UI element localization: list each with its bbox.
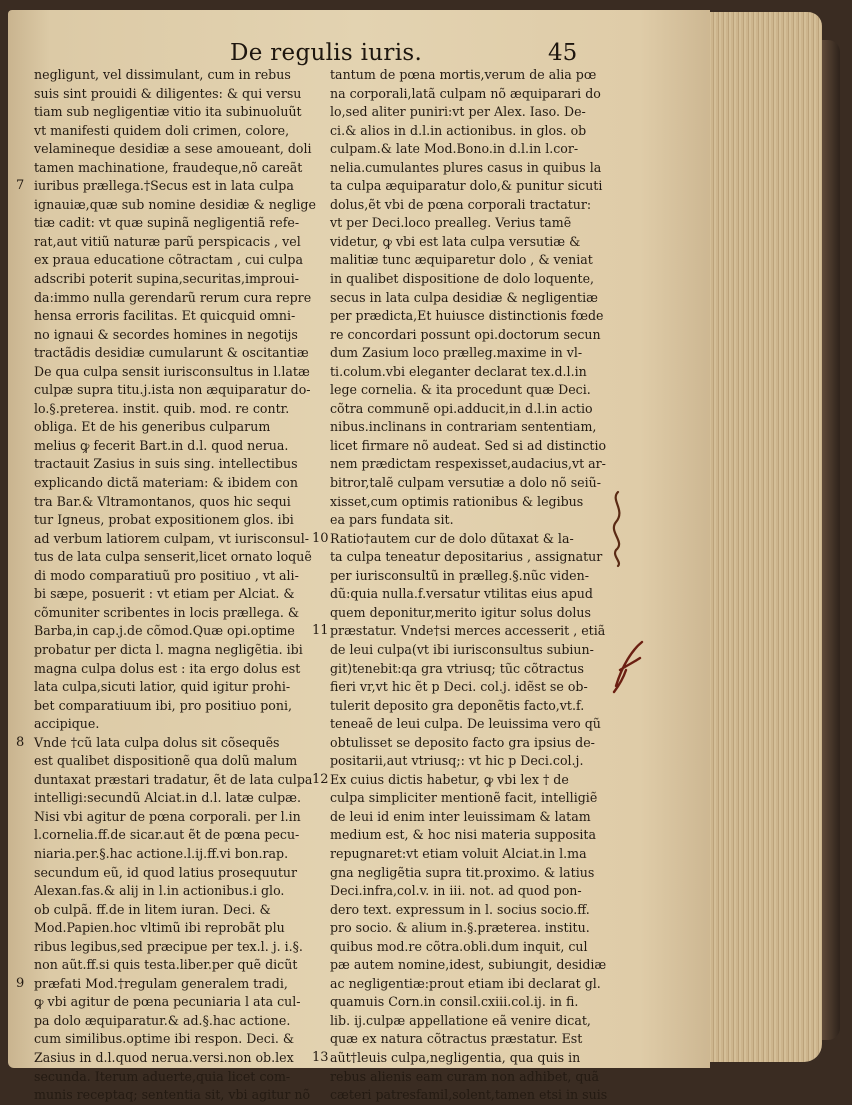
line-text: fieri vr,vt hic ẽt p Deci. col.j. idẽst se ob- [330, 679, 588, 695]
line-text: Ratio†autem cur de dolo dũtaxat & la- [330, 530, 574, 546]
line-text: est qualibet dispositionẽ qua dolũ malum [34, 753, 298, 769]
line-text: lo,sed aliter puniri:vt per Alex. Iaso. De- [330, 104, 586, 120]
line-text: git)tenebit:qa gra vtriusq; tũc cõtractus [330, 660, 584, 676]
text-line [34, 660, 334, 679]
page-block-edges [706, 12, 822, 1062]
text-line [34, 901, 334, 920]
text-line [34, 697, 334, 716]
text-line [34, 882, 334, 901]
line-text: ex praua educatione cõtractam , cui culpa [34, 252, 303, 268]
line-text: præstatur. Vnde†si merces accesserit , etiã [330, 623, 606, 639]
text-line [330, 177, 630, 196]
text-line [330, 845, 630, 864]
text-line [330, 901, 630, 920]
line-text: culpa simpliciter mentionẽ facit, intelligiẽ [330, 790, 598, 806]
line-text: obtulisset se deposito facto gra ipsius de- [330, 734, 595, 750]
text-line [34, 326, 334, 345]
text-line [34, 771, 334, 790]
line-text: positarii,aut vtriusq;: vt hic p Deci.col.j. [330, 753, 584, 769]
text-line [34, 938, 334, 957]
line-text: nibus.inclinans in contrariam sententiam, [330, 419, 597, 435]
text-line [34, 530, 334, 549]
text-line [330, 1068, 630, 1087]
line-text: iuribus prællega.†Secus est in lata culpa [34, 178, 294, 194]
line-text: lata culpa,sicuti latior, quid igitur prohi- [34, 679, 291, 695]
line-text: explicando dictã materiam: & ibidem con [34, 475, 298, 491]
line-text: cum similibus.optime ibi respon. Deci. & [34, 1031, 295, 1047]
text-line [330, 715, 630, 734]
text-line [330, 381, 630, 400]
line-text: tulerit deposito gra deponẽtis facto,vt.f. [330, 697, 585, 713]
text-line [34, 474, 334, 493]
text-line [330, 85, 630, 104]
text-line [34, 622, 334, 641]
text-line [34, 214, 334, 233]
text-line [330, 251, 630, 270]
text-line [34, 66, 334, 85]
line-text: lo.§.preterea. instit. quib. mod. re contr. [34, 400, 290, 416]
text-line [34, 251, 334, 270]
text-line [330, 1030, 630, 1049]
text-line [34, 1012, 334, 1031]
text-line [330, 752, 630, 771]
text-line [34, 418, 334, 437]
line-text: non aũt.ff.si quis testa.liber.per quẽ dicũt [34, 957, 298, 973]
line-text: cõmuniter scribentes in locis prællega. & [34, 604, 300, 620]
text-line [34, 437, 334, 456]
line-text: melius ꝙ fecerit Bart.in d.l. quod nerua. [34, 437, 289, 453]
text-line [312, 530, 630, 549]
handwritten-margin-mark [610, 636, 650, 696]
text-line [34, 455, 334, 474]
margin-number: 10 [312, 530, 329, 546]
line-text: Mod.Papien.hoc vltimũ ibi reprobãt plu [34, 920, 285, 936]
line-text: Zasius in d.l.quod nerua.versi.non ob.lex [34, 1049, 294, 1065]
text-line [34, 1068, 334, 1087]
margin-number: 12 [312, 771, 329, 787]
line-text: repugnaret:vt etiam voluit Alciat.in l.ma [330, 845, 587, 861]
text-line [34, 159, 334, 178]
text-line [34, 641, 334, 660]
line-text: aũt†leuis culpa,negligentia, qua quis in [330, 1049, 581, 1065]
line-text: intelligi:secundũ Alciat.in d.l. latæ culpæ. [34, 790, 301, 806]
line-text: Deci.infra,col.v. in iii. not. ad quod pon- [330, 883, 582, 899]
text-line [330, 159, 630, 178]
line-text: vt per Deci.loco prealleg. Verius tamẽ [330, 215, 572, 231]
line-text: pro socio. & alium in.§.præterea. institu. [330, 920, 590, 936]
line-text: dero text. expressum in l. socius socio.ff. [330, 901, 590, 917]
line-text: suis sint prouidi & diligentes: & qui versu [34, 85, 302, 101]
line-text: rat,aut vitiũ naturæ parũ perspicacis , vel [34, 233, 301, 249]
line-text: niaria.per.§.hac actione.l.ij.ff.vi bon.rap. [34, 845, 289, 861]
line-text: præfati Mod.†regulam generalem tradi, [34, 975, 288, 991]
line-text: malitiæ tunc æquiparetur dolo , & veniat [330, 252, 593, 268]
text-line [34, 363, 334, 382]
line-text: probatur per dicta l. magna negligẽtia. ibi [34, 641, 303, 657]
line-text: Barba,in cap.j.de cõmod.Quæ opi.optime [34, 623, 295, 639]
line-text: ac negligentiæ:prout etiam ibi declarat gl. [330, 975, 601, 991]
line-text: ea pars fundata sit. [330, 512, 454, 528]
margin-number: 9 [16, 975, 25, 991]
text-line [34, 233, 334, 252]
line-text: de leui id enim inter leuissimam & latam [330, 808, 591, 824]
line-text: lege cornelia. & ita procedunt quæ Deci. [330, 382, 591, 398]
line-text: dolus,ẽt vbi de pœna corporali tractatur: [330, 196, 592, 212]
line-text: cæteri patresfamil,solent,tamen etsi in suis [330, 1087, 608, 1103]
line-text: velamineque desidiæ a sese amoueant, doli [34, 141, 312, 157]
line-text: da:immo nulla gerendarũ rerum cura repre [34, 289, 312, 305]
text-line [34, 752, 334, 771]
text-line [34, 493, 334, 512]
text-line [34, 140, 334, 159]
line-text: accipique. [34, 716, 100, 732]
text-line [34, 122, 334, 141]
line-text: hensa erroris facilitas. Et quicquid omni- [34, 308, 296, 324]
text-line [16, 734, 334, 753]
text-line [330, 400, 630, 419]
text-line [34, 567, 334, 586]
right-text-column [312, 66, 630, 1105]
line-text: vt manifesti quidem doli crimen, colore, [34, 122, 290, 138]
text-line [330, 585, 630, 604]
text-line [330, 956, 630, 975]
text-line [34, 678, 334, 697]
line-text: ta culpa teneatur depositarius , assignatur [330, 549, 603, 565]
line-text: ob culpã. ff.de in litem iuran. Deci. & [34, 901, 271, 917]
text-line [330, 289, 630, 308]
text-line [330, 1012, 630, 1031]
text-line [34, 548, 334, 567]
text-line [34, 808, 334, 827]
text-line [34, 1049, 334, 1068]
text-line [34, 381, 334, 400]
line-text: tur Igneus, probat expositionem glos. ibi [34, 512, 294, 528]
text-line [34, 845, 334, 864]
text-line [16, 177, 334, 196]
text-line [330, 493, 630, 512]
line-text: bi sæpe, posuerit : vt etiam per Alciat. & [34, 586, 295, 602]
line-text: culpam.& late Mod.Bono.in d.l.in l.cor- [330, 141, 579, 157]
line-text: l.cornelia.ff.de sicar.aut ẽt de pœna pecu- [34, 827, 300, 843]
margin-number: 13 [312, 1049, 329, 1065]
text-line [330, 344, 630, 363]
line-text: culpæ supra titu.j.ista non æquiparatur do- [34, 382, 311, 398]
text-line [330, 1086, 630, 1105]
text-line [330, 66, 630, 85]
line-text: ci.& alios in d.l.in actionibus. in glos. ob [330, 122, 587, 138]
text-line [330, 864, 630, 883]
line-text: negligunt, vel dissimulant, cum in rebus [34, 67, 291, 82]
text-line [312, 771, 630, 790]
text-line [34, 511, 334, 530]
text-line [330, 919, 630, 938]
line-text: secus in lata culpa desidiæ & negligentiæ [330, 289, 598, 305]
text-line [312, 1049, 630, 1068]
line-text: secundum eũ, id quod latius prosequutur [34, 864, 298, 880]
text-line [330, 122, 630, 141]
text-line [330, 604, 630, 623]
text-line [330, 214, 630, 233]
text-line [330, 826, 630, 845]
line-text: per prædicta,Et huiusce distinctionis fœde [330, 308, 604, 324]
line-text: quæ ex natura cõtractus præstatur. Est [330, 1031, 583, 1047]
line-text: quibus mod.re cõtra.obli.dum inquit, cul [330, 938, 588, 954]
text-line [330, 418, 630, 437]
text-line [330, 270, 630, 289]
line-text: di modo comparatiuũ pro positiuo , vt ali- [34, 567, 299, 583]
text-line [330, 938, 630, 957]
text-line [330, 678, 630, 697]
text-line [312, 622, 630, 641]
text-line [34, 85, 334, 104]
text-line [330, 196, 630, 215]
line-text: bitror,talẽ culpam versutiæ a dolo nõ seiũ- [330, 475, 602, 491]
text-line [330, 140, 630, 159]
running-title: De regulis iuris. [230, 40, 423, 66]
line-text: gna negligẽtia supra tit.proximo. & latius [330, 864, 595, 880]
text-line [34, 585, 334, 604]
text-line [330, 455, 630, 474]
text-line [330, 808, 630, 827]
line-text: tra Bar.& Vltramontanos, quos hic sequi [34, 493, 291, 509]
text-line [330, 567, 630, 586]
line-text: de leui culpa(vt ibi iurisconsultus subiun- [330, 641, 594, 657]
text-line [34, 344, 334, 363]
line-text: tractãdis desidiæ cumularunt & oscitantiæ [34, 345, 309, 361]
text-line [34, 993, 334, 1012]
line-text: per iurisconsultũ in prælleg.§.nũc viden- [330, 567, 589, 583]
line-text: duntaxat præstari tradatur, ẽt de lata culpa [34, 771, 313, 787]
text-line [34, 307, 334, 326]
line-text: tus de lata culpa senserit,licet ornato loquẽ [34, 549, 312, 565]
line-text: pæ autem nomine,idest, subiungit, desidiæ [330, 957, 607, 973]
text-line [330, 307, 630, 326]
text-line [330, 548, 630, 567]
line-text: Vnde †cũ lata culpa dolus sit cõsequẽs [34, 734, 280, 750]
line-text: cõtra communẽ opi.adducit,in d.l.in actio [330, 400, 593, 416]
folio-number: 45 [548, 40, 578, 66]
line-text: Ex cuius dictis habetur, ꝙ vbi lex † de [330, 771, 569, 787]
line-text: secunda. Iterum aduerte,quia licet com- [34, 1068, 291, 1084]
text-line [34, 864, 334, 883]
line-text: adscribi poterit supina,securitas,improui- [34, 271, 299, 287]
text-line [34, 103, 334, 122]
line-text: munis receptaq; sententia sit, vbi agitur nõ [34, 1087, 311, 1103]
text-line [34, 270, 334, 289]
line-text: ribus legibus,sed præcipue per tex.l. j. i.§. [34, 938, 303, 954]
line-text: Nisi vbi agitur de pœna corporali. per l.in [34, 808, 301, 824]
text-line [34, 1030, 334, 1049]
text-line [330, 660, 630, 679]
text-line [330, 511, 630, 530]
line-text: in qualibet dispositione de dolo loquente, [330, 271, 595, 287]
line-text: medium est, & hoc nisi materia supposita [330, 827, 596, 843]
line-text: tiam sub negligentiæ vitio ita subinuoluũt [34, 104, 302, 120]
margin-number: 11 [312, 623, 329, 639]
line-text: dum Zasium loco prælleg.maxime in vl- [330, 345, 583, 361]
text-line [330, 697, 630, 716]
text-line [34, 196, 334, 215]
line-text: tractauit Zasius in suis sing. intellectibus [34, 456, 298, 472]
text-line [330, 882, 630, 901]
margin-number: 8 [16, 734, 25, 750]
line-text: teneaẽ de leui culpa. De leuissima vero qũ [330, 716, 601, 732]
line-text: ꝙ vbi agitur de pœna pecuniaria l ata cul- [34, 994, 301, 1010]
text-line [34, 715, 334, 734]
line-text: no ignaui & secordes homines in negotijs [34, 326, 298, 342]
text-line [330, 474, 630, 493]
line-text: Alexan.fas.& alij in l.in actionibus.i glo. [34, 883, 285, 899]
text-line [34, 956, 334, 975]
line-text: licet firmare nõ audeat. Sed si ad distinctio [330, 437, 607, 453]
line-text: ignauiæ,quæ sub nomine desidiæ & neglige [34, 196, 316, 212]
text-line [34, 400, 334, 419]
line-text: nem prædictam respexisset,audacius,vt ar- [330, 456, 606, 472]
text-line [330, 103, 630, 122]
line-text: tamen machinatione, fraudeque,nõ careãt [34, 159, 303, 175]
line-text: videtur, ꝙ vbi est lata culpa versutiæ & [330, 233, 581, 249]
line-text: nelia.cumulantes plures casus in quibus la [330, 159, 602, 175]
text-line [34, 789, 334, 808]
text-line [330, 326, 630, 345]
line-text: lib. ij.culpæ appellatione eã venire dicat, [330, 1012, 591, 1028]
text-line [330, 641, 630, 660]
line-text: tiæ cadit: vt quæ supinã negligentiã refe- [34, 215, 300, 231]
text-line [330, 789, 630, 808]
text-line [330, 993, 630, 1012]
line-text: quem deponitur,merito igitur solus dolus [330, 604, 591, 620]
line-text: rebus alienis eam curam non adhibet, quã [330, 1068, 600, 1084]
line-text: ta culpa æquiparatur dolo,& punitur sicuti [330, 178, 603, 194]
line-text: obliga. Et de his generibus culparum [34, 419, 271, 435]
line-text: magna culpa dolus est : ita ergo dolus est [34, 660, 301, 676]
line-text: xisset,cum optimis rationibus & legibus [330, 493, 584, 509]
text-line [330, 233, 630, 252]
text-line [330, 437, 630, 456]
text-line [16, 975, 334, 994]
margin-number: 7 [16, 178, 25, 194]
line-text: dũ:quia nulla.f.versatur vtilitas eius apud [330, 586, 593, 602]
text-line [34, 826, 334, 845]
line-text: pa dolo æquiparatur.& ad.§.hac actione. [34, 1012, 291, 1028]
line-text: ad verbum latiorem culpam, vt iurisconsul- [34, 530, 310, 546]
text-line [34, 289, 334, 308]
line-text: na corporali,latã culpam nõ æquiparari do [330, 85, 601, 101]
text-line [34, 604, 334, 623]
text-line [34, 1086, 334, 1105]
line-text: quamuis Corn.in consil.cxiii.col.ij. in fi. [330, 994, 579, 1010]
text-line [330, 734, 630, 753]
left-text-column [16, 66, 334, 1105]
line-text: De qua culpa sensit iurisconsultus in l.latæ [34, 363, 310, 379]
line-text: re concordari possunt opi.doctorum secun [330, 326, 601, 342]
line-text: ti.colum.vbi eleganter declarat tex.d.l.in [330, 363, 587, 379]
text-line [330, 363, 630, 382]
line-text: bet comparatiuum ibi, pro positiuo poni, [34, 697, 293, 713]
text-line [330, 975, 630, 994]
handwritten-bracket-mark [604, 488, 634, 568]
text-line [34, 919, 334, 938]
line-text: tantum de pœna mortis,verum de alia pœ [330, 67, 597, 82]
